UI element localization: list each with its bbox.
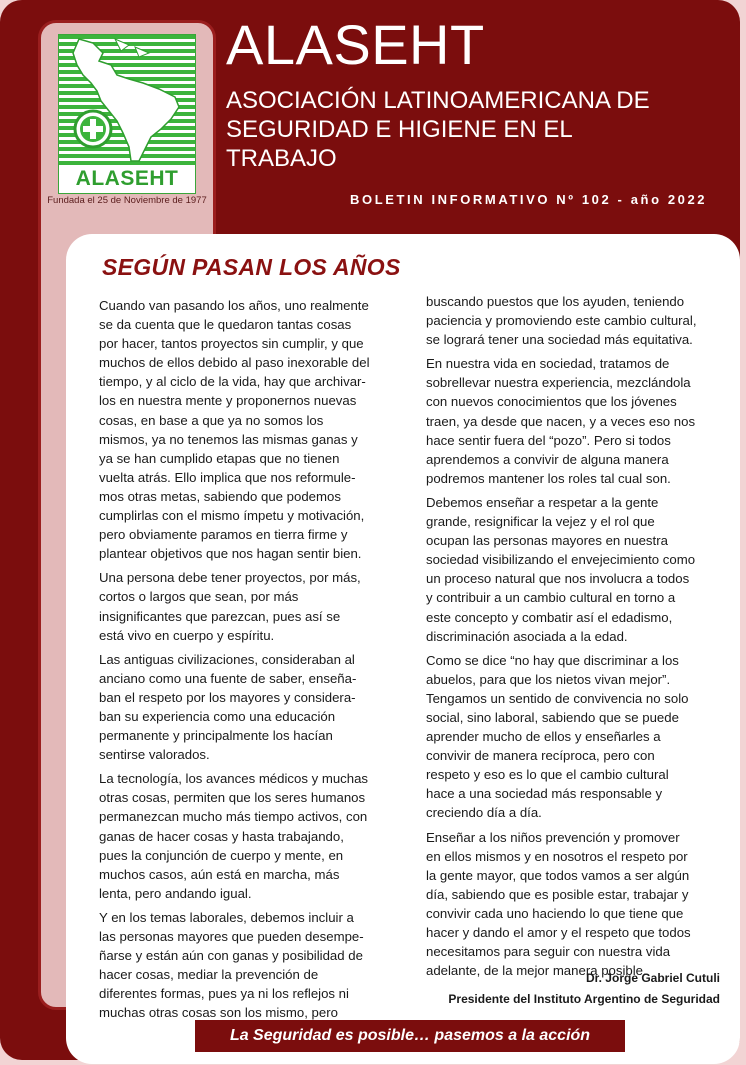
text-line: tiempo, y al ciclo de la vida, hay que archivar- xyxy=(99,374,366,390)
article-column-right xyxy=(426,292,722,985)
article-paragraph xyxy=(426,828,722,981)
text-line: un proceso natural que nos involucra a todos xyxy=(426,571,690,587)
text-line: social, sino laboral, sabiendo que se puede xyxy=(426,709,679,725)
text-line: mismos, ya no tenemos las mismas ganas y xyxy=(99,431,358,447)
bulletin-number: BOLETIN INFORMATIVO Nº 102 - año 2022 xyxy=(350,192,708,207)
text-line: la gente mayor, que todos vamos a ser algún xyxy=(426,867,690,883)
text-line: buscando puestos que los ayuden, teniendo xyxy=(426,294,685,309)
text-line: hacer cosas, mediar la prevención de xyxy=(99,967,319,983)
text-line: ganas de hacer cosas y hasta trabajando, xyxy=(99,828,344,844)
text-line: Las antiguas civilizaciones, consideraban al xyxy=(99,651,355,667)
text-line: Una persona debe tener proyectos, por más, xyxy=(99,570,361,586)
text-line: en ellos mismos y en nosotros el respeto por xyxy=(426,848,688,864)
article-paragraph xyxy=(426,292,722,349)
footer-slogan: La Seguridad es posible… pasemos a la acción xyxy=(195,1020,625,1052)
text-line: ban el respeto por los mayores y considera- xyxy=(99,689,356,705)
text-line: cosas, en base a que ya no somos los xyxy=(99,412,324,428)
text-line: plantear objetivos que nos hagan sentir bien. xyxy=(99,546,362,562)
text-line: aprender mucho de ellos y enseñarles a xyxy=(426,729,661,745)
text-line: está vivo en cuerpo y espíritu. xyxy=(99,627,275,643)
text-line: anciano como una fuente de saber, enseña- xyxy=(99,670,357,686)
article-title: SEGÚN PASAN LOS AÑOS xyxy=(102,254,401,280)
organization-full-name xyxy=(226,86,716,173)
article-column-left xyxy=(99,296,393,1027)
text-line: La tecnología, los avances médicos y muchas xyxy=(99,771,369,787)
text-line: abuelos, para que los nietos vivan mejor”. xyxy=(426,671,671,687)
article-paragraph xyxy=(99,296,393,563)
text-line: convivir de manera recíproca, pero con xyxy=(426,748,655,764)
text-line: sentirse valorados. xyxy=(99,747,210,763)
article-paragraph xyxy=(99,650,393,765)
logo-wordmark: ALASEHT xyxy=(75,167,179,190)
text-line: ñarse y están aún con ganas y posibilidad de xyxy=(99,948,363,964)
text-line: ocupan las personas mayores en nuestra xyxy=(426,533,668,549)
alaseht-logo xyxy=(58,34,196,194)
text-line: se logrará tener una sociedad más equitativa. xyxy=(426,332,693,348)
text-line: se da cuenta que le quedaron tantas cosas xyxy=(99,317,352,333)
full-name-line: TRABAJO xyxy=(226,145,337,172)
text-line: convivir cada uno haciendo lo que tiene que xyxy=(426,905,684,921)
text-line: este concepto y combatir así el edadismo, xyxy=(426,609,673,625)
full-name-line: ASOCIACIÓN LATINOAMERICANA DE xyxy=(226,87,650,114)
text-line: traen, ya desde que nacen, y a veces eso nos xyxy=(426,413,696,429)
text-line: ban su experiencia como una educación xyxy=(99,708,336,724)
text-line: podremos mantener los roles tal cual son. xyxy=(426,470,671,486)
text-line: lenta, pero andando igual. xyxy=(99,885,252,901)
text-line: adelante, de la mejor manera posible. xyxy=(426,963,647,979)
text-line: En nuestra vida en sociedad, tratamos de xyxy=(426,356,670,372)
safety-cross-icon xyxy=(73,109,113,149)
text-line: aprendemos a convivir de alguna manera xyxy=(426,451,669,467)
article-paragraph xyxy=(426,493,722,646)
article-signature xyxy=(448,968,720,1010)
article-paragraph xyxy=(426,354,722,488)
text-line: por hacer, tantos proyectos sin cumplir, y que xyxy=(99,336,364,352)
text-line: vuelta atrás. Ello implica que nos reformule- xyxy=(99,469,356,485)
author-title: Presidente del Instituto Argentino de Seguridad xyxy=(448,992,720,1006)
text-line: las personas mayores que pueden desempe- xyxy=(99,929,364,944)
text-line: sociedad visibilizando el envejecimiento como xyxy=(426,552,696,568)
founded-date: Fundada el 25 de Noviembre de 1977 xyxy=(47,195,207,206)
text-line: respeto y eso es lo que el cambio cultural xyxy=(426,767,669,783)
text-line: insignificantes que parezcan, pues así se xyxy=(99,608,341,624)
full-name-line: SEGURIDAD E HIGIENE EN EL xyxy=(226,116,573,143)
text-line: necesitamos para seguir con nuestra vida xyxy=(426,944,671,960)
article-paragraph xyxy=(99,908,393,1023)
organization-acronym: ALASEHT xyxy=(226,13,485,76)
text-line: permanezcan mucho más tiempo activos, con xyxy=(99,809,368,825)
text-line: paciencia y promoviendo este cambio cultural, xyxy=(426,313,697,329)
text-line: diferentes formas, pues ya ni los reflejos ni xyxy=(99,986,349,1002)
text-line: Y en los temas laborales, debemos incluir a xyxy=(99,909,354,925)
text-line: pero obviamente paramos en tierra firme y xyxy=(99,527,348,543)
text-line: permanente y principalmente los hacían xyxy=(99,728,333,744)
text-line: muchos casos, aún está en marcha, más xyxy=(99,866,340,882)
text-line: mos otras metas, sabiendo que podemos xyxy=(99,488,341,504)
text-line: Tengamos un sentido de convivencia no solo xyxy=(426,690,689,706)
text-line: y contribuir a un cambio cultural en torno a xyxy=(426,590,676,606)
text-line: cortos o largos que sean, por más xyxy=(99,589,299,605)
text-line: día, sabiendo que es posible estar, trabajar y xyxy=(426,886,689,902)
text-line: los en nuestra mente y proponernos nuevas xyxy=(99,393,357,409)
text-line: discriminación asociada a la edad. xyxy=(426,628,628,644)
text-line: muchos de ellos debido al paso inexorable del xyxy=(99,355,370,371)
text-line: Cuando van pasando los años, uno realmente xyxy=(99,298,369,313)
text-line: Como se dice “no hay que discriminar a los xyxy=(426,652,679,668)
text-line: Debemos enseñar a respetar a la gente xyxy=(426,494,659,510)
text-line: creciendo día a día. xyxy=(426,805,542,821)
text-line: hace sentir fuera del “pozo”. Pero si todos xyxy=(426,432,671,448)
text-line: con nuevos conocimientos que los jóvenes xyxy=(426,394,677,410)
article-paragraph xyxy=(99,769,393,903)
text-line: cumplirlas con el mismo ímpetu y motivación, xyxy=(99,508,365,524)
text-line: muchas otras cosas son los mismo, pero xyxy=(99,1005,338,1021)
text-line: Enseñar a los niños prevención y promover xyxy=(426,829,680,845)
text-line: hacer y dando el amor y el respeto que todos xyxy=(426,925,691,940)
text-line: hace a una sociedad más responsable y xyxy=(426,786,663,802)
text-line: pues la conjunción de cuerpo y mente, en xyxy=(99,847,344,863)
text-line: sobrellevar nuestra experiencia, mezclándola xyxy=(426,375,691,391)
text-line: grande, resignificar la vejez y el rol que xyxy=(426,514,655,530)
author-name: Dr. Jorge Gabriel Cutuli xyxy=(585,971,720,985)
text-line: ya se han cumplido etapas que no tienen xyxy=(99,450,340,466)
article-paragraph xyxy=(99,568,393,644)
article-paragraph xyxy=(426,651,722,823)
text-line: otras cosas, permiten que los seres humanos xyxy=(99,790,366,806)
